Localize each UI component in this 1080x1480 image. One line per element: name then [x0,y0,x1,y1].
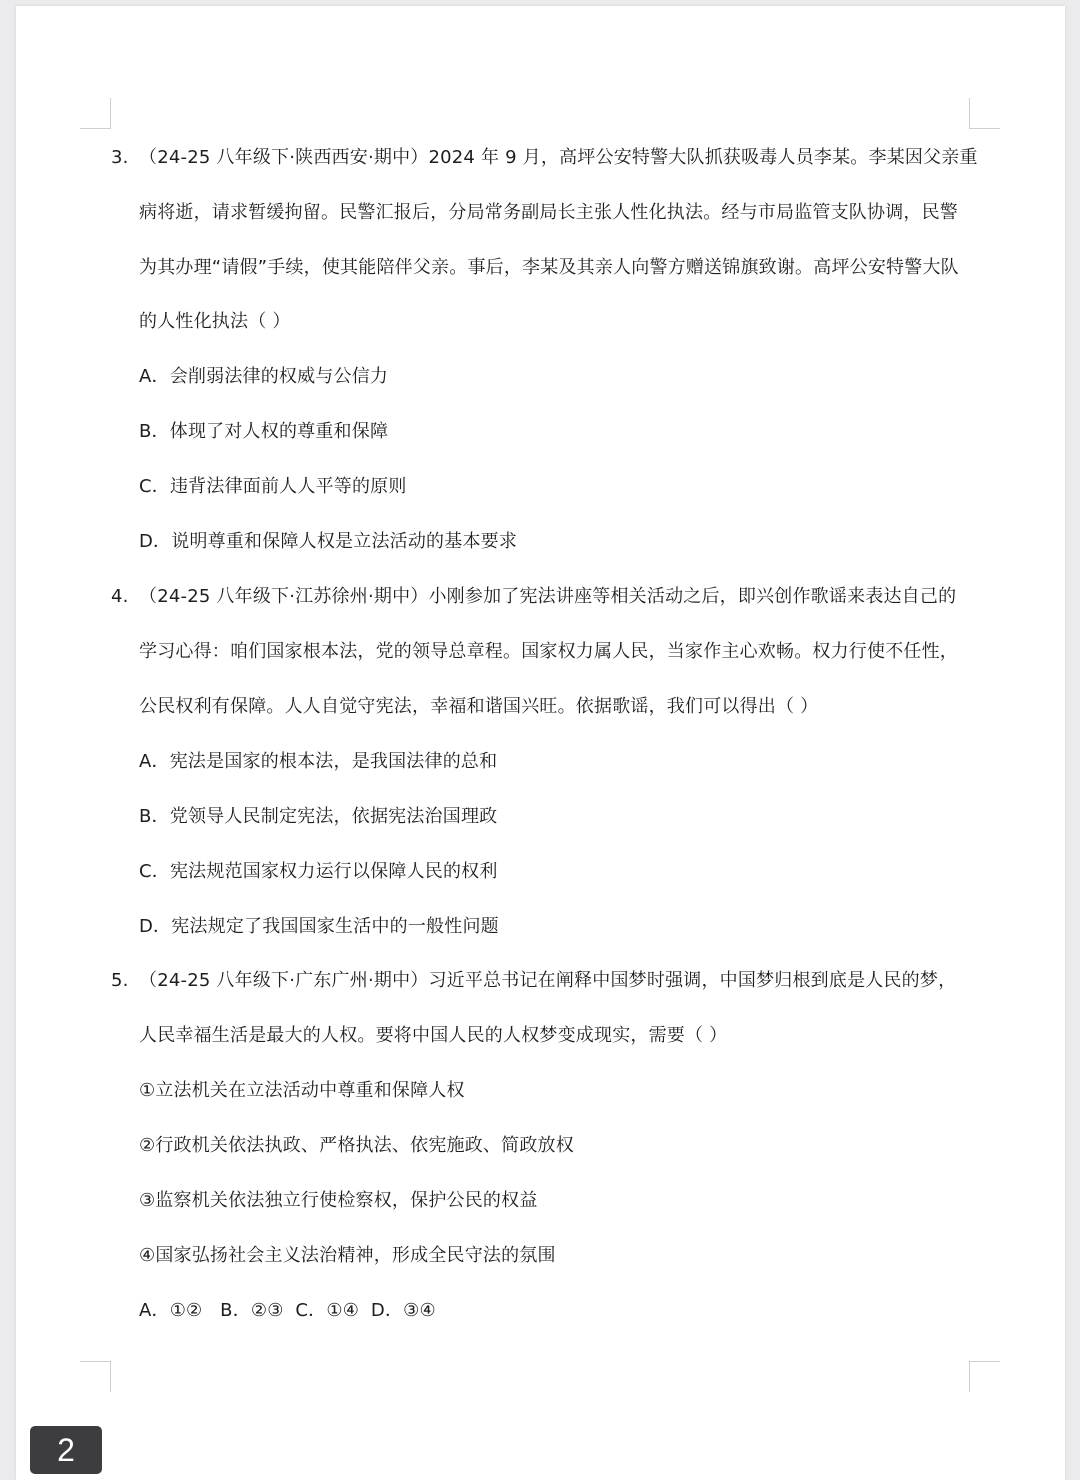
statement-3: ③监察机关依法独立行使检察权，保护公民的权益 [139,1190,538,1211]
question-stem-line: 学习心得：咱们国家根本法，党的领导总章程。国家权力属人民，当家作主心欢畅。权力行使不任性， [139,641,958,662]
question-number: 5. [111,970,129,991]
option-d: D．宪法规定了我国国家生活中的一般性问题 [139,916,499,937]
question-number: 3. [111,147,129,168]
crop-mark-top-left [80,98,111,129]
option-b: B．党领导人民制定宪法，依据宪法治国理政 [139,806,498,827]
option-b: B．体现了对人权的尊重和保障 [139,421,389,442]
question-stem-line: （24-25 八年级下·江苏徐州·期中）小刚参加了宪法讲座等相关活动之后，即兴创作歌谣来表达自己的 [139,586,957,607]
statement-2: ②行政机关依法执政、严格执法、依宪施政、简政放权 [139,1135,574,1156]
crop-mark-top-right [969,98,1000,129]
option-d: D．说明尊重和保障人权是立法活动的基本要求 [139,531,518,552]
question-number: 4. [111,586,129,607]
option-a: A．会削弱法律的权威与公信力 [139,366,389,387]
question-stem-line: 为其办理“请假”手续，使其能陪伴父亲。事后，李某及其亲人向警方赠送锦旗致谢。高坪公安特警大队 [139,257,959,278]
question-stem-line: （24-25 八年级下·陕西西安·期中）2024 年 9 月，高坪公安特警大队抓获吸毒人员李某。李某因父亲重 [139,147,978,168]
page-number-badge: 2 [30,1426,102,1474]
question-stem-line: （24-25 八年级下·广东广州·期中）习近平总书记在阐释中国梦时强调，中国梦归根到底是人民的梦， [139,970,957,991]
answer-options: A．①② B．②③ C．①④ D．③④ [139,1300,436,1321]
question-stem-line: 人民幸福生活是最大的人权。要将中国人民的人权梦变成现实，需要（ ） [139,1025,728,1046]
question-stem-line: 的人性化执法（ ） [139,311,291,332]
question-stem-line: 病将逝，请求暂缓拘留。民警汇报后，分局常务副局长主张人性化执法。经与市局监管支队协调，民警 [139,202,958,223]
option-c: C．违背法律面前人人平等的原则 [139,476,407,497]
crop-mark-bottom-right [969,1361,1000,1392]
statement-4: ④国家弘扬社会主义法治精神，形成全民守法的氛围 [139,1245,556,1266]
question-stem-line: 公民权利有保障。人人自觉守宪法，幸福和谐国兴旺。依据歌谣，我们可以得出（ ） [139,696,819,717]
option-a: A．宪法是国家的根本法，是我国法律的总和 [139,751,498,772]
option-c: C．宪法规范国家权力运行以保障人民的权利 [139,861,498,882]
statement-1: ①立法机关在立法活动中尊重和保障人权 [139,1080,465,1101]
crop-mark-bottom-left [80,1361,111,1392]
